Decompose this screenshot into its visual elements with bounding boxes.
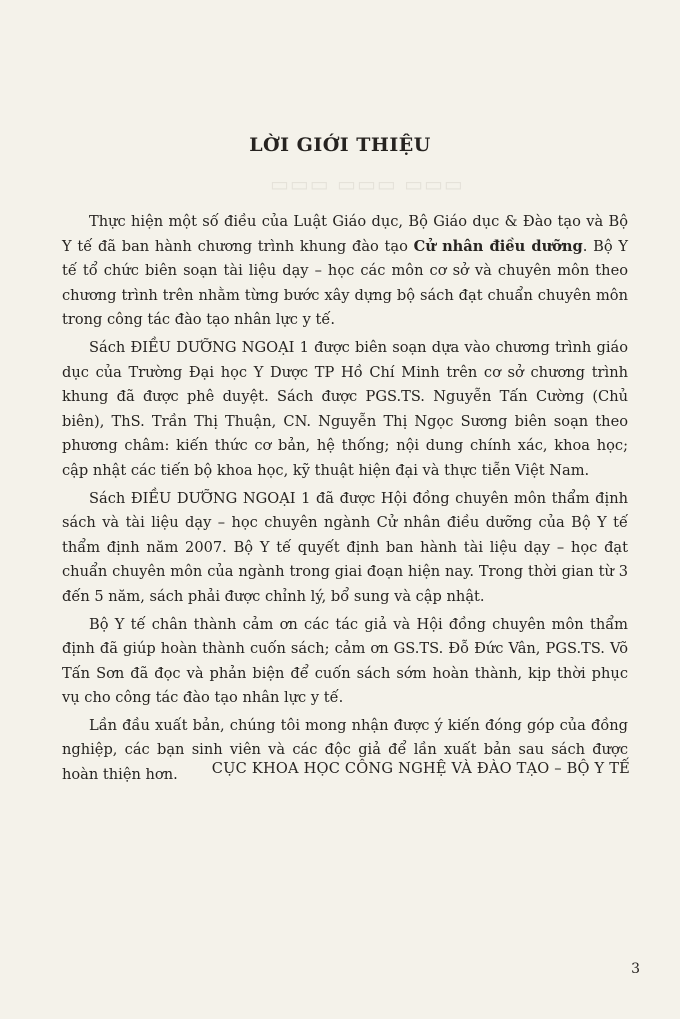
body-text [62, 210, 628, 791]
paragraph-3: Sách ĐIỀU DƯỠNG NGOẠI 1 đã được Hội đồng chuyên môn thẩm định sách và tài liệu dạy – học chuyên ngành Cử nhân điều dưỡng của Bộ Y tế thẩm định năm 2007. Bộ Y tế quyết định ban hành tài liệu dạy – học đạt chuẩn chuyên môn của ngành trong giai đoạn hiện nay. Trong thời gian từ 3 đến 5 năm, sách phải được chỉnh lý, bổ sung và cập nhật. [62, 489, 628, 605]
page-number: 3 [631, 961, 640, 977]
paragraph-1-end: . Bộ Y tế tổ chức biên soạn tài liệu dạy – học các môn cơ sở và chuyên môn theo chương trình trên nhằm từng bước xây dựng bộ sách đạt chuẩn chuyên môn trong công tác đào tạo nhân lực y tế. [62, 237, 629, 329]
paragraph-4: Bộ Y tế chân thành cảm ơn các tác giả và Hội đồng chuyên môn thẩm định đã giúp hoàn thành cuốn sách; cảm ơn GS.TS. Đỗ Đức Vân, PGS.TS. Võ Tấn Sơn đã đọc và phản biện để cuốn sách sớm hoàn thành, kịp thời phục vụ cho công tác đào tạo nhân lực y tế. [62, 615, 628, 707]
paragraph-5: Lần đầu xuất bản, chúng tôi mong nhận được ý kiến đóng góp của đồng nghiệp, các bạn sinh viên và các độc giả để lần xuất bản sau sách được hoàn thiện hơn. [62, 716, 628, 784]
paragraph-1 [62, 210, 628, 333]
paragraph-2: Sách ĐIỀU DƯỠNG NGOẠI 1 được biên soạn dựa vào chương trình giáo dục của Trường Đại học Y Dược TP Hồ Chí Minh trên cơ sở chương trình khung đã được phê duyệt. Sách được PGS.TS. Nguyễn Tấn Cường (Chủ biên), ThS. Trần Thị Thuận, CN. Nguyễn Thị Ngọc Sương biên soạn theo phương châm: kiến thức cơ bản, hệ thống; nội dung chính xác, khoa học; cập nhật các tiến bộ khoa học, kỹ thuật hiện đại và thực tiễn Việt Nam. [62, 338, 628, 479]
page-title: LỜI GIỚI THIỆU [249, 134, 431, 156]
show-through-heading: ▭▭▭ ▭▭▭ ▭▭▭ [270, 172, 464, 196]
paragraph-1-start: Thực hiện một số điều của Luật Giáo dục, Bộ Giáo dục & Đào tạo và Bộ Y tế đã ban hành chương trình khung đào tạo [62, 213, 628, 255]
signature: CỤC KHOA HỌC CÔNG NGHỆ VÀ ĐÀO TẠO – BỘ Y TẾ [211, 760, 630, 777]
paragraph-1-bold: Cử nhân điều dưỡng [413, 237, 583, 255]
